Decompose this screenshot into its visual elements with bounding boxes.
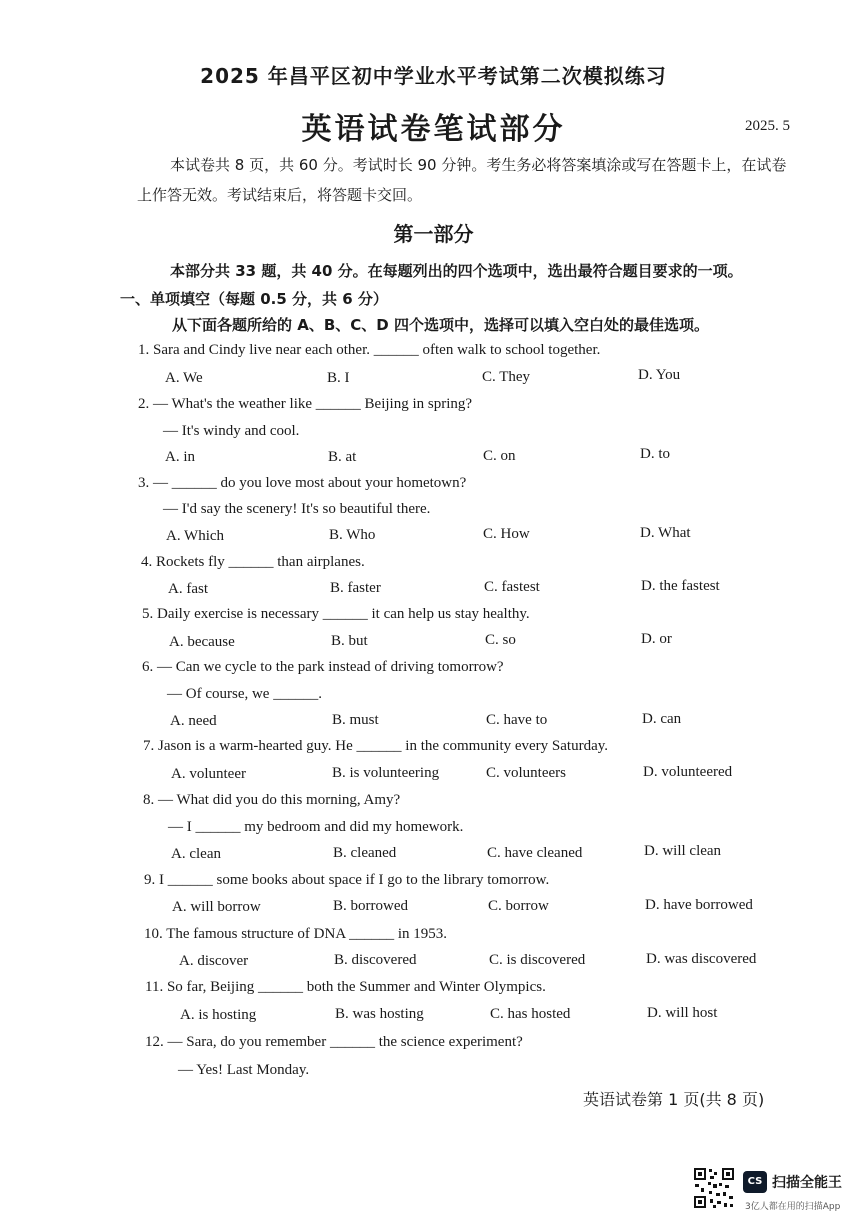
question-option: D. was discovered bbox=[646, 951, 757, 967]
question-option: B. I bbox=[327, 370, 350, 386]
question-option: C. on bbox=[483, 448, 516, 464]
question-stem: 5. Daily exercise is necessary ______ it can help us stay healthy. bbox=[142, 606, 530, 622]
question-option: B. faster bbox=[330, 580, 381, 596]
question-option: A. is hosting bbox=[180, 1007, 257, 1023]
section-instructions: 从下面各题所给的 A、B、C、D 四个选项中，选择可以填入空白处的最佳选项。 bbox=[172, 316, 709, 334]
question-option: A. fast bbox=[168, 581, 208, 597]
question-option: C. fastest bbox=[484, 579, 540, 595]
scanner-app-name: 扫描全能王 bbox=[772, 1175, 842, 1191]
question-option: D. What bbox=[640, 525, 691, 541]
question-option: A. need bbox=[170, 713, 217, 729]
exam-header-title: 2025 年昌平区初中学业水平考试第二次模拟练习 bbox=[200, 64, 667, 88]
question-option: A. will borrow bbox=[172, 899, 261, 915]
question-option: B. discovered bbox=[334, 952, 417, 968]
page-footer: 英语试卷第 1 页(共 8 页) bbox=[583, 1090, 765, 1109]
question-option: C. volunteers bbox=[486, 765, 566, 781]
exam-instructions: 本试卷共 8 页，共 60 分。考试时长 90 分钟。考生务必将答案填涂或写在答题卡上，在试卷上作答无效。考试结束后，将答题卡交回。 bbox=[137, 156, 787, 204]
question-option: B. at bbox=[328, 449, 357, 465]
question-option: D. volunteered bbox=[643, 764, 733, 780]
question-stem: 11. So far, Beijing ______ both the Summer and Winter Olympics. bbox=[145, 979, 546, 995]
section-title: 一、单项填空（每题 0.5 分，共 6 分） bbox=[120, 290, 388, 308]
question-stem: 7. Jason is a warm-hearted guy. He ______ in the community every Saturday. bbox=[143, 738, 609, 754]
question-option: D. have borrowed bbox=[645, 897, 753, 913]
exam-subject-title: 英语试卷笔试部分 bbox=[301, 112, 566, 147]
question-option: A. in bbox=[165, 449, 195, 465]
question-answer-line: — I'd say the scenery! It's so beautiful there. bbox=[163, 501, 431, 517]
question-stem: 12. — Sara, do you remember ______ the science experiment? bbox=[145, 1034, 523, 1050]
question-stem: 4. Rockets fly ______ than airplanes. bbox=[141, 554, 365, 570]
part-title: 第一部分 bbox=[393, 222, 474, 246]
question-option: A. volunteer bbox=[171, 766, 246, 782]
question-stem: 1. Sara and Cindy live near each other. ______ often walk to school together. bbox=[138, 342, 601, 358]
question-option: A. because bbox=[169, 634, 235, 650]
scanner-logo-icon: CS bbox=[743, 1171, 767, 1193]
question-stem: 10. The famous structure of DNA ______ in 1953. bbox=[144, 926, 448, 942]
qr-code-icon bbox=[693, 1167, 735, 1209]
question-option: D. can bbox=[642, 711, 682, 727]
question-option: C. borrow bbox=[488, 898, 549, 914]
question-option: C. have to bbox=[486, 712, 548, 728]
question-option: A. We bbox=[165, 370, 203, 386]
question-answer-line: — Yes! Last Monday. bbox=[178, 1062, 310, 1078]
question-option: B. but bbox=[331, 633, 368, 649]
question-option: D. to bbox=[640, 446, 670, 462]
question-answer-line: — Of course, we ______. bbox=[167, 686, 322, 702]
question-stem: 6. — Can we cycle to the park instead of driving tomorrow? bbox=[142, 659, 504, 675]
exam-date: 2025. 5 bbox=[745, 118, 790, 134]
question-option: D. You bbox=[638, 367, 681, 383]
question-option: B. is volunteering bbox=[332, 765, 440, 781]
question-option: B. Who bbox=[329, 527, 376, 543]
scanner-tagline: 3亿人都在用的扫描App bbox=[745, 1202, 841, 1212]
question-option: A. clean bbox=[171, 846, 221, 862]
question-option: D. the fastest bbox=[641, 578, 720, 594]
question-option: C. so bbox=[485, 632, 516, 648]
question-stem: 2. — What's the weather like ______ Beijing in spring? bbox=[138, 396, 473, 412]
question-option: C. has hosted bbox=[490, 1006, 571, 1022]
question-stem: 8. — What did you do this morning, Amy? bbox=[143, 792, 401, 808]
question-stem: 3. — ______ do you love most about your hometown? bbox=[138, 475, 467, 491]
question-stem: 9. I ______ some books about space if I go to the library tomorrow. bbox=[144, 872, 550, 888]
part-description: 本部分共 33 题，共 40 分。在每题列出的四个选项中，选出最符合题目要求的一项。 bbox=[170, 262, 743, 280]
question-option: B. was hosting bbox=[335, 1006, 424, 1022]
question-option: B. cleaned bbox=[333, 845, 397, 861]
question-option: A. discover bbox=[179, 953, 249, 969]
question-answer-line: — It's windy and cool. bbox=[163, 423, 300, 439]
question-option: C. How bbox=[483, 526, 530, 542]
question-option: C. is discovered bbox=[489, 952, 586, 968]
question-option: C. They bbox=[482, 369, 531, 385]
question-option: C. have cleaned bbox=[487, 845, 583, 861]
question-answer-line: — I ______ my bedroom and did my homework. bbox=[168, 819, 464, 835]
question-option: D. will clean bbox=[644, 843, 722, 859]
question-option: B. borrowed bbox=[333, 898, 408, 914]
question-option: A. Which bbox=[166, 528, 225, 544]
question-option: D. or bbox=[641, 631, 672, 647]
question-option: D. will host bbox=[647, 1005, 718, 1021]
question-option: B. must bbox=[332, 712, 379, 728]
